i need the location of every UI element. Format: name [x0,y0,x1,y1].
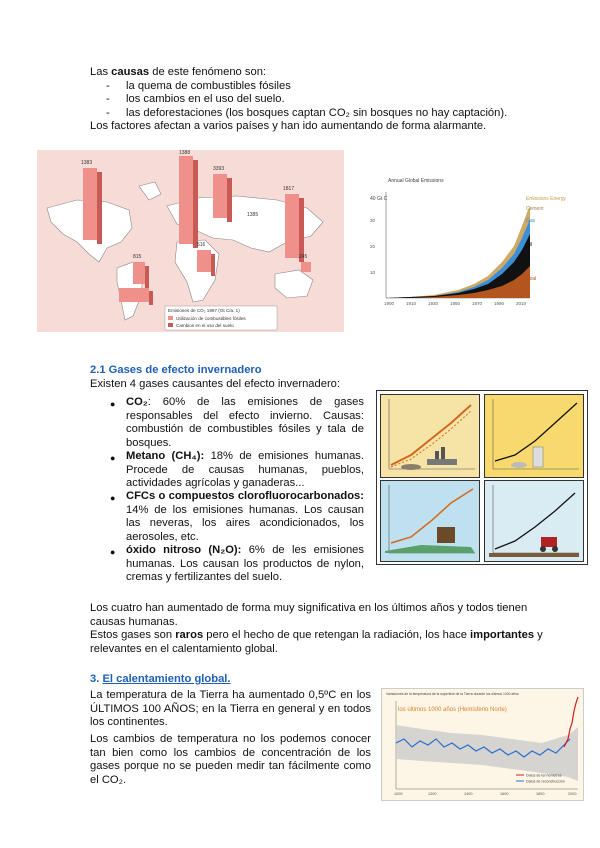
warming-paragraph-1: La temperatura de la Tierra ha aumentado 0,5ºC en los ÚLTIMOS 100 AÑOS; en la Tierra en general y en todos los continentes. [90,689,371,729]
x-tick-label: 1900 [384,301,395,306]
x-tick-label: 1970 [472,301,483,306]
section-heading-warming: 3. El calentamiento global. [90,673,231,685]
annual-emissions-chart [370,170,567,310]
n2o-trend-panel [484,480,584,562]
section-heading-gases: 2.1 Gases de efecto invernadero [90,364,262,376]
x-tick-label: 2000 [568,792,577,796]
gases-intro: Existen 4 gases causantes del efecto invernadero: [90,378,341,390]
map-bar [213,174,232,222]
gas-item-methane: Metano (CH₄): 18% de emisiones humanas. Procede de causas humanas, pueblos, actividades agrícolas y ganaderas... [126,450,365,490]
map-value-label: 1388 [179,150,191,156]
warming-link[interactable]: El calentamiento global. [102,673,231,685]
bullet-icon: ● [110,399,116,409]
warming-paragraph-2: Los cambios de temperatura no los podemos conocer tan bien como los cambios de concentración de los gases porque no se pueden medir tan fácilmente como el CO₂. [90,733,371,786]
map-bar [301,262,311,272]
y-tick-label: 20 [370,244,376,249]
series-label: Cement [526,206,544,212]
map-bar [285,194,304,262]
x-tick-label: 1800 [536,792,545,796]
co2-trend-panel [380,394,480,478]
chart-header: Variaciones de la temperatura de la superficie de la Tierra durante los últimos 1000 años [386,692,519,696]
x-tick-label: 1000 [394,792,403,796]
gas-item-co2: CO₂: 60% de las emisiones de gases responsables del efecto invierno. Causas: combustión de combustibles fósiles y tala de bosques. [126,396,364,449]
map-legend-title: Emisiones de CO₂ 1997 (Gt C/a. 1) [168,308,240,313]
x-tick-label: 1600 [500,792,509,796]
map-value-label: 815 [133,254,142,260]
bullet-icon: ● [110,453,116,463]
map-bar [83,168,102,244]
series-label: Coal [526,276,537,282]
gas-item-cfc: CFCs o compuestos clorofluorocarbonados: 14% de los emisiones humanas. Los causan las neveras, los aires acondicionados, los aerosoles, etc. [126,490,364,543]
map-value-label: 245 [299,254,308,260]
causes-intro: Las causas de este fenómeno son: [90,66,267,78]
map-legend-item: Cambios en el uso del suelo [176,323,234,328]
map-value-label: 3393 [213,166,225,172]
map-legend-item: Utilización de combustibles fósiles [176,316,246,321]
cfc-trend-panel [380,480,480,562]
emissions-world-map [37,150,344,332]
causes-conclusion: Los factores afectan a varios países y han ido aumentando de forma alarmante. [90,120,487,132]
series-label: Emissions Energy [526,196,567,202]
series-label: Gas [526,218,536,224]
map-value-label: 1385 [247,212,259,218]
x-tick-label: 1400 [464,792,473,796]
chart-title: los últimos 1000 años (Hemisferio Norte) [398,707,507,713]
series-label: Oil [526,242,533,248]
map-value-label: 1383 [81,160,93,166]
y-tick-label: 30 [370,218,376,223]
bullet-icon: ● [110,493,116,503]
map-value-label: 516 [197,242,206,248]
y-tick-label: 10 [370,270,376,275]
bullet-icon: ● [110,547,116,557]
chart-title: Annual Global Emissions [388,178,444,184]
map-bar [179,156,198,248]
legend-item: Datos de termómetros [526,773,562,778]
y-axis-label: 40 Gt C [370,196,388,202]
gas-trend-panels [376,390,588,565]
x-tick-label: 1930 [428,301,439,306]
temperature-chart [381,688,584,801]
map-value-label: 1817 [283,186,295,192]
x-tick-label: 1200 [428,792,437,796]
methane-trend-panel [484,394,584,478]
x-tick-label: 2010 [516,301,527,306]
gases-importance: Estos gases son raros pero el hecho de que retengan la radiación, los hace importantes y relevantes en el calentamiento global. [90,629,543,655]
gases-summary: Los cuatro han aumentado de forma muy significativa en los últimos años y todos tienen causas humanas. [90,602,528,628]
x-tick-label: 1910 [406,301,417,306]
x-tick-label: 1950 [450,301,461,306]
x-tick-label: 1990 [494,301,505,306]
gas-item-n2o: óxido nitroso (N₂O): 6% de les emisiones humanas. Los causan los productos de nylon, cremas y fertilizantes del suelo. [126,544,364,584]
legend-item: Datos de reconstrucción [526,779,565,784]
